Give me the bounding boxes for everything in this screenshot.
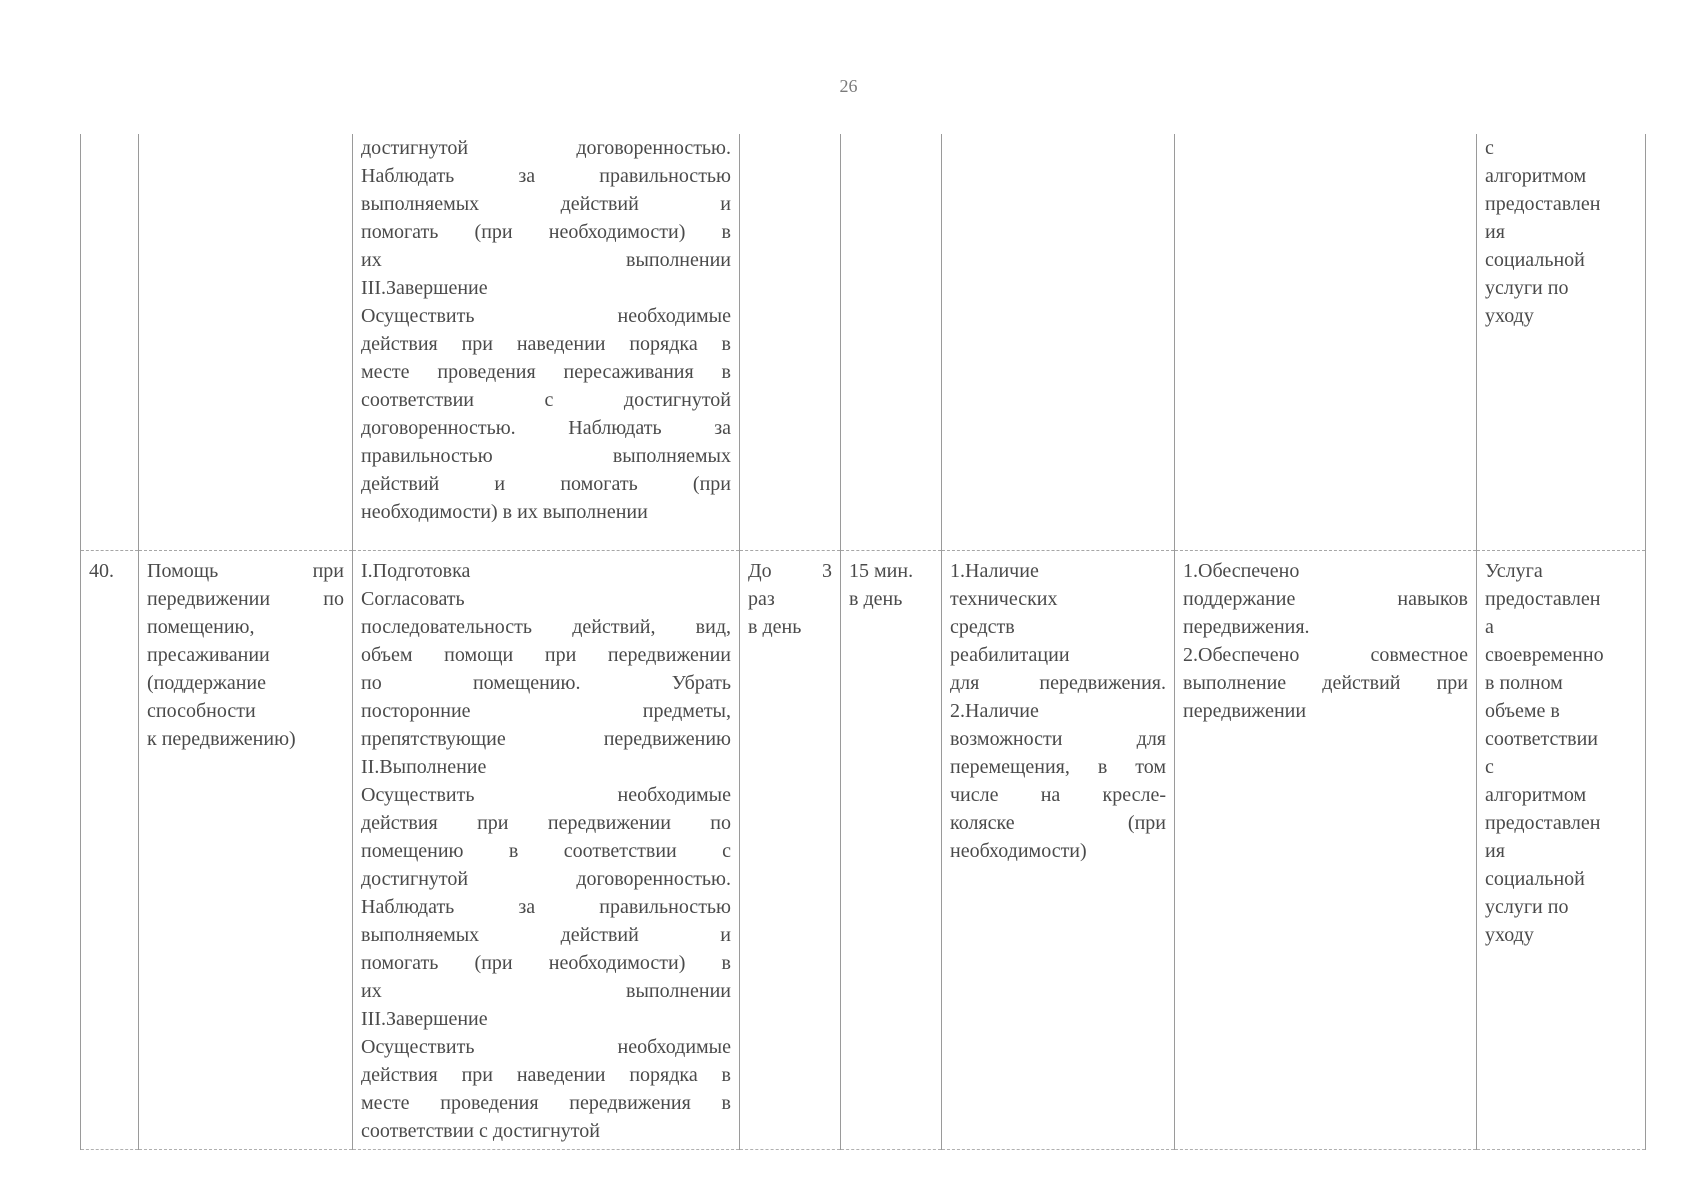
cell-text-line: уходу (1485, 305, 1534, 327)
cell-text-line: препятствующие передвижению (361, 728, 731, 750)
cell-text-line: перемещения, в том (950, 756, 1166, 778)
cell-text-line: месте проведения передвижения в (361, 1092, 731, 1114)
cell-text-line: Услуга (1485, 560, 1543, 582)
cell-text-line: объеме в (1485, 700, 1560, 722)
cell-text-line: II.Выполнение (361, 756, 487, 778)
cell-text-line: выполняемых действий и (361, 924, 731, 946)
cell-text-line: Наблюдать за правильностью (361, 165, 731, 187)
cell-text-line: для передвижения. (950, 672, 1166, 694)
cell-text-line: возможности для (950, 728, 1166, 750)
cell-text-line: в полном (1485, 672, 1563, 694)
results-cell (1175, 551, 1477, 1150)
cell-text-line: необходимости) (950, 840, 1087, 862)
cell-text-line: действия при передвижении по (361, 812, 731, 834)
cell-text-line: соответствии (1485, 728, 1599, 750)
cell-text-line: Помощь при (147, 560, 344, 582)
cell-text-line: До 3 (748, 560, 832, 582)
frequency-cell (740, 551, 841, 1150)
cell-text-line: предоставлен (1485, 193, 1601, 215)
frequency-cell (740, 134, 841, 551)
cell-text-line: услуги по (1485, 896, 1569, 918)
cell-text-line: необходимости) в их выполнении (361, 501, 648, 523)
cell-text-line: объем помощи при передвижении (361, 644, 731, 666)
cell-text-line: средств (950, 616, 1015, 638)
cell-text-line: передвижении по (147, 588, 344, 610)
cell-text-line: месте проведения пересаживания в (361, 361, 731, 383)
service-description-cell (353, 134, 740, 551)
cell-text-line: способности (147, 700, 256, 722)
services-table (80, 134, 1646, 1150)
cell-text-line: алгоритмом (1485, 784, 1587, 806)
duration-cell (841, 551, 942, 1150)
cell-text-line: их выполнении (361, 249, 731, 271)
table-row (81, 134, 1646, 551)
cell-text-line: правильностью выполняемых (361, 445, 731, 467)
table-row (81, 551, 1646, 1150)
cell-text-line: к передвижению) (147, 728, 296, 750)
service-name-cell (139, 134, 353, 551)
cell-text-line: социальной (1485, 868, 1585, 890)
cell-text-line: выполнение действий при (1183, 672, 1468, 694)
cell-text-line: услуги по (1485, 277, 1569, 299)
cell-text-line: 1.Обеспечено (1183, 560, 1300, 582)
cell-text-line: ия (1485, 840, 1505, 862)
cell-text-line: уходу (1485, 924, 1534, 946)
cell-text-line: предоставлен (1485, 588, 1601, 610)
duration-cell (841, 134, 942, 551)
cell-text-line: Наблюдать за правильностью (361, 896, 731, 918)
cell-text-line: помещению в соответствии с (361, 840, 731, 862)
cell-text-line: договоренностью. Наблюдать за (361, 417, 731, 439)
cell-text-line: ия (1485, 221, 1505, 243)
cell-text-line: своевременно (1485, 644, 1604, 666)
cell-text-line: передвижении (1183, 700, 1307, 722)
cell-text-line: помогать (при необходимости) в (361, 221, 731, 243)
cell-text-line: I.Подготовка (361, 560, 471, 582)
cell-text-line: Осуществить необходимые (361, 1036, 731, 1058)
cell-text-line: пресаживании (147, 644, 270, 666)
cell-text-line: соответствии с достигнутой (361, 389, 731, 411)
conditions-cell (942, 551, 1175, 1150)
cell-text-line: передвижения. (1183, 616, 1310, 638)
cell-text-line: их выполнении (361, 980, 731, 1002)
results-cell (1175, 134, 1477, 551)
evaluation-cell (1477, 551, 1646, 1150)
row-number-cell (81, 551, 139, 1150)
cell-text-line: посторонние предметы, (361, 700, 731, 722)
cell-text-line: Осуществить необходимые (361, 784, 731, 806)
cell-text-line: с (1485, 137, 1494, 159)
cell-text-line: действия при наведении порядка в (361, 1064, 731, 1086)
cell-text-line: а (1485, 616, 1494, 638)
row-number-cell (81, 134, 139, 551)
cell-text-line: алгоритмом (1485, 165, 1587, 187)
cell-text-line: III.Завершение (361, 277, 488, 299)
evaluation-cell (1477, 134, 1646, 551)
cell-text-line: действия при наведении порядка в (361, 333, 731, 355)
cell-text-line: действий и помогать (при (361, 473, 731, 495)
service-description-cell (353, 551, 740, 1150)
cell-text-line: Согласовать (361, 588, 465, 610)
cell-text-line: 1.Наличие (950, 560, 1039, 582)
cell-text-line: поддержание навыков (1183, 588, 1468, 610)
cell-text-line: реабилитации (950, 644, 1070, 666)
service-name-cell (139, 551, 353, 1150)
cell-text-line: (поддержание (147, 672, 266, 694)
conditions-cell (942, 134, 1175, 551)
cell-text-line: соответствии с достигнутой (361, 1120, 600, 1142)
cell-text-line: в день (748, 616, 802, 638)
cell-text-line: III.Завершение (361, 1008, 488, 1030)
cell-text-line: предоставлен (1485, 812, 1601, 834)
cell-text-line: с (1485, 756, 1494, 778)
cell-text-line: технических (950, 588, 1058, 610)
cell-text-line: выполняемых действий и (361, 193, 731, 215)
cell-text-line: 2.Наличие (950, 700, 1039, 722)
cell-text-line: достигнутой договоренностью. (361, 137, 731, 159)
cell-text-line: по помещению. Убрать (361, 672, 731, 694)
cell-text-line: 15 мин. (849, 560, 914, 582)
cell-text-line: социальной (1485, 249, 1585, 271)
cell-text-line: Осуществить необходимые (361, 305, 731, 327)
cell-text-line: 40. (89, 560, 114, 582)
cell-text-line: 2.Обеспечено совместное (1183, 644, 1468, 666)
cell-text-line: помещению, (147, 616, 255, 638)
cell-text-line: достигнутой договоренностью. (361, 868, 731, 890)
cell-text-line: раз (748, 588, 775, 610)
cell-text-line: последовательность действий, вид, (361, 616, 731, 638)
cell-text-line: числе на кресле- (950, 784, 1166, 806)
cell-text-line: помогать (при необходимости) в (361, 952, 731, 974)
page-number: 26 (839, 76, 858, 96)
cell-text-line: в день (849, 588, 903, 610)
cell-text-line: коляске (при (950, 812, 1166, 834)
